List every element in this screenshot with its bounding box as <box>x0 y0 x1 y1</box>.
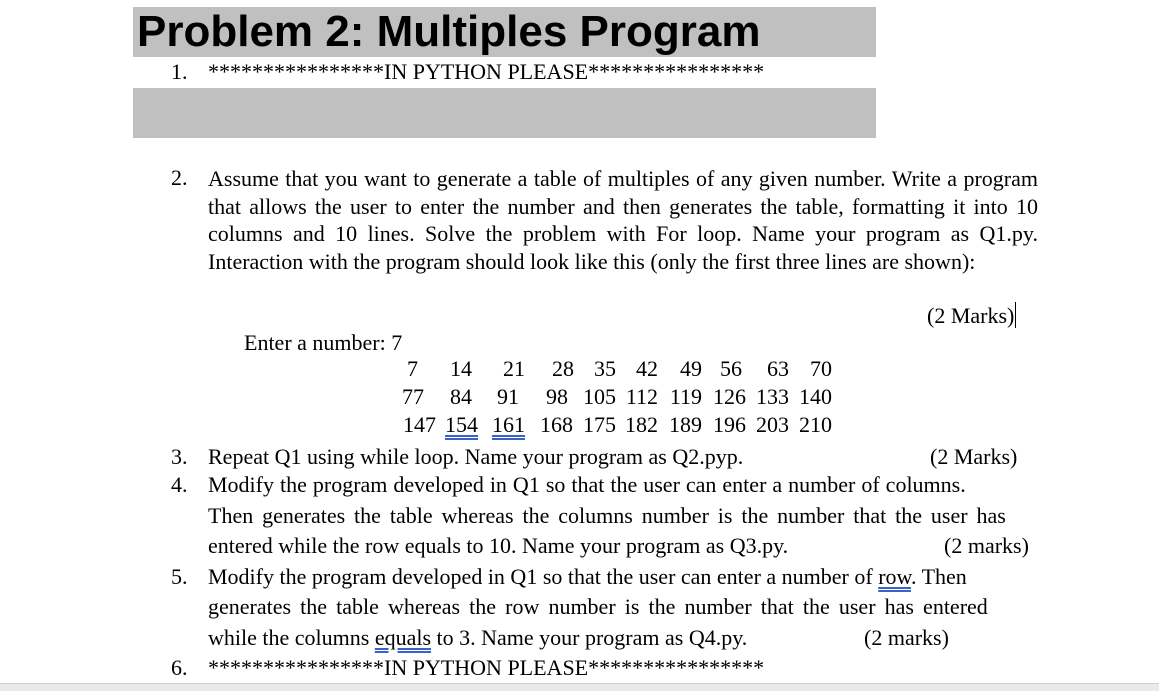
item-4-marks: (2 marks) <box>944 533 1029 558</box>
table-cell: 189 <box>669 412 702 437</box>
table-cell: 140 <box>799 384 832 409</box>
item-5-number: 5. <box>171 564 188 589</box>
table-cell: 91 <box>497 384 519 409</box>
table-cell: 133 <box>756 384 789 409</box>
table-cell: 154 <box>445 412 478 437</box>
table-cell: 14 <box>450 356 472 381</box>
page-title: Problem 2: Multiples Program <box>137 7 761 56</box>
table-cell: 147 <box>403 412 436 437</box>
table-cell: 49 <box>680 356 702 381</box>
item-2-number: 2. <box>171 165 188 190</box>
item-5-line-1: Modify the program developed in Q1 so that the user can enter a number of row. Then <box>208 564 967 589</box>
table-cell: 70 <box>810 356 832 381</box>
table-cell: 112 <box>625 384 658 409</box>
item-5-line-3: while the columns equals to 3. Name your program as Q4.py. <box>208 625 748 650</box>
table-cell: 56 <box>720 356 742 381</box>
squiggle-word: equals <box>374 625 432 650</box>
text-cursor <box>1015 302 1016 328</box>
item-1-number: 1. <box>171 59 188 84</box>
input-prompt: Enter a number: 7 <box>244 330 403 355</box>
table-cell: 182 <box>625 412 658 437</box>
table-cell: 84 <box>450 384 472 409</box>
table-cell: 7 <box>407 356 418 381</box>
item-4-line-1: Modify the program developed in Q1 so that the user can enter a number of columns. <box>208 472 966 497</box>
table-cell: 77 <box>402 384 424 409</box>
item-4-line-3: entered while the row equals to 10. Name your program as Q3.py. <box>208 533 789 558</box>
item-6-text: ****************IN PYTHON PLEASE**************** <box>208 655 765 680</box>
table-cell: 175 <box>583 412 616 437</box>
table-cell: 105 <box>583 384 616 409</box>
table-cell: 63 <box>767 356 789 381</box>
item-1-text: ****************IN PYTHON PLEASE**************** <box>208 59 765 84</box>
item-5-marks: (2 marks) <box>864 625 949 650</box>
empty-shaded-block <box>133 88 876 138</box>
table-cell: 35 <box>594 356 616 381</box>
item-3-text: Repeat Q1 using while loop. Name your program as Q2.pyp. <box>208 444 744 469</box>
table-cell: 126 <box>713 384 746 409</box>
table-cell: 28 <box>552 356 574 381</box>
item-3-marks: (2 Marks) <box>930 444 1018 469</box>
item-2-text: Assume that you want to generate a table of multiples of any given number. Write a program that allows the user to enter the number and then generates the table, formatting it into 10 columns and 10 lines. Solve the problem with For loop. Name your program as Q1.py. Interaction with the program should look like this (only the first three lines are shown): <box>208 166 1038 274</box>
table-cell: 98 <box>546 384 568 409</box>
table-cell: 203 <box>756 412 789 437</box>
item-3-number: 3. <box>171 444 188 469</box>
squiggle-word: row <box>878 564 911 589</box>
table-cell: 119 <box>669 384 702 409</box>
item-5-line-2: generates the table whereas the row number is the number that the user has entered <box>208 594 988 619</box>
table-cell: 196 <box>713 412 746 437</box>
item-4-number: 4. <box>171 472 188 497</box>
item-4-line-2: Then generates the table whereas the columns number is the number that the user has <box>208 503 1006 528</box>
table-cell: 161 <box>492 412 525 437</box>
table-cell: 210 <box>799 412 832 437</box>
table-cell: 168 <box>540 412 573 437</box>
table-cell: 21 <box>503 356 525 381</box>
table-cell: 42 <box>636 356 658 381</box>
item-2-marks: (2 Marks) <box>927 303 1015 328</box>
item-6-number: 6. <box>171 655 188 680</box>
